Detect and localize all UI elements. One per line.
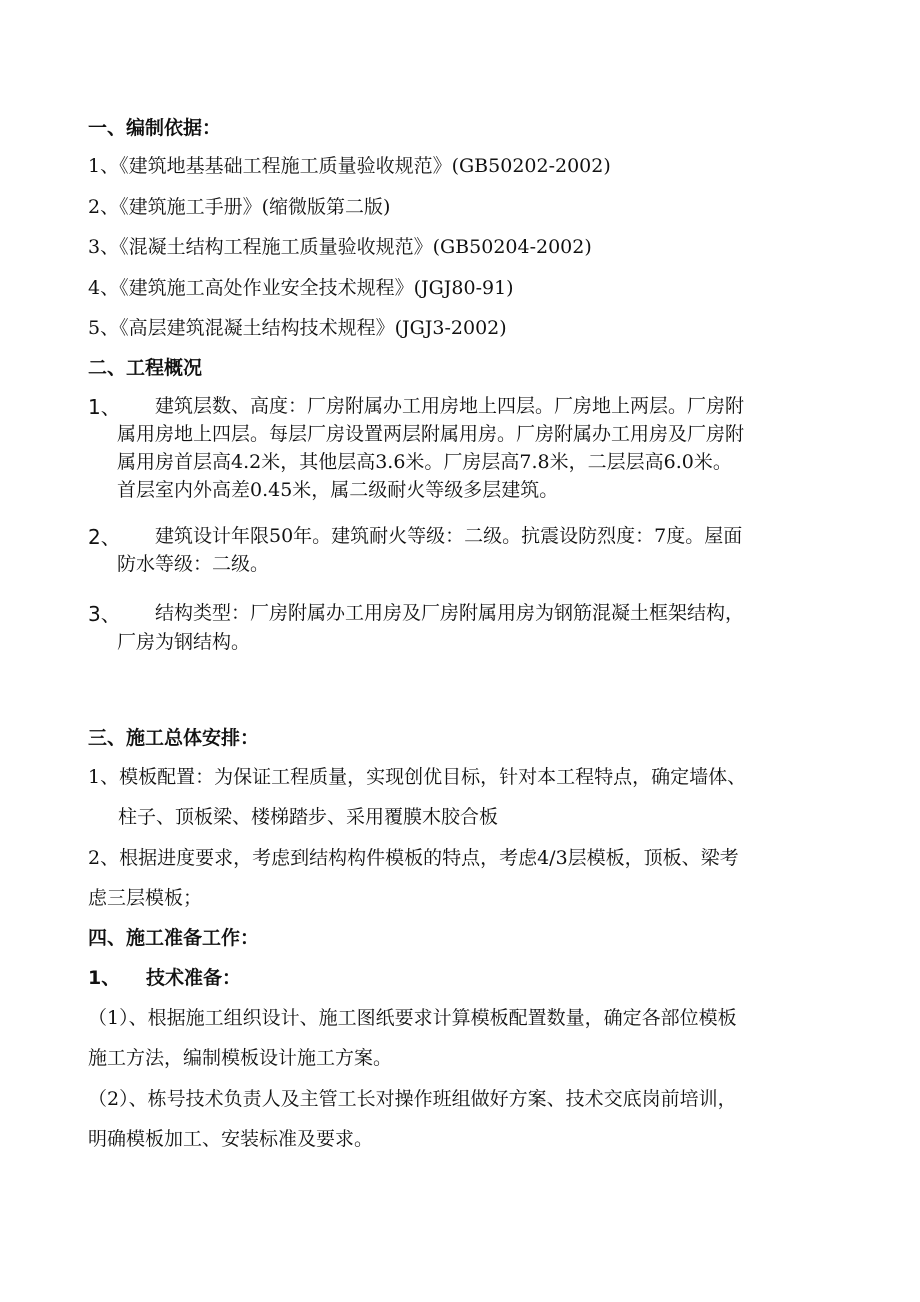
- subheading: 技术准备：: [146, 967, 242, 989]
- reference-item: 3、《混凝土结构工程施工质量验收规范》(GB50204-2002): [88, 236, 592, 258]
- item-number: 2、: [88, 525, 121, 549]
- arrangement-line: 虑三层模板；: [88, 887, 203, 909]
- reference-item: 2、《建筑施工手册》(缩微版第二版): [88, 196, 391, 218]
- overview-line: 厂房为钢结构。: [117, 631, 251, 653]
- arrangement-line: 柱子、顶板梁、楼梯踏步、采用覆膜木胶合板: [118, 806, 499, 828]
- section-heading: 二、工程概况: [88, 357, 203, 379]
- preparation-line: 施工方法，编制模板设计施工方案。: [88, 1047, 393, 1069]
- subheading-number: 1、: [88, 967, 121, 989]
- arrangement-line: 2、根据进度要求，考虑到结构构件模板的特点，考虑4/3层模板，顶板、梁考: [88, 847, 739, 869]
- reference-item: 1、《建筑地基基础工程施工质量验收规范》(GB50202-2002): [88, 155, 611, 177]
- overview-line: 建筑设计年限50年。建筑耐火等级：二级。抗震设防烈度：7度。屋面: [155, 525, 743, 547]
- section-heading: 三、施工总体安排：: [88, 727, 260, 749]
- overview-line: 首层室内外高差0.45米，属二级耐火等级多层建筑。: [117, 479, 559, 501]
- section-heading: 一、编制依据：: [88, 117, 222, 139]
- preparation-line: （2）、栋号技术负责人及主管工长对操作班组做好方案、技术交底岗前培训，: [88, 1088, 737, 1110]
- reference-item: 4、《建筑施工高处作业安全技术规程》(JGJ80-91): [88, 277, 514, 299]
- preparation-line: （1）、根据施工组织设计、施工图纸要求计算模板配置数量，确定各部位模板: [88, 1007, 737, 1029]
- item-number: 3、: [88, 602, 121, 626]
- reference-item: 5、《高层建筑混凝土结构技术规程》(JGJ3-2002): [88, 317, 507, 339]
- overview-line: 建筑层数、高度：厂房附属办工用房地上四层。厂房地上两层。厂房附: [155, 395, 745, 417]
- overview-line: 结构类型：厂房附属办工用房及厂房附属用房为钢筋混凝土框架结构，: [155, 602, 745, 624]
- item-number: 1、: [88, 395, 121, 419]
- arrangement-line: 1、模板配置：为保证工程质量，实现创优目标，针对本工程特点，确定墙体、: [88, 766, 747, 788]
- preparation-line: 明确模板加工、安装标准及要求。: [88, 1128, 374, 1150]
- section-heading: 四、施工准备工作：: [88, 927, 260, 949]
- overview-line: 属用房地上四层。每层厂房设置两层附属用房。厂房附属办工用房及厂房附: [117, 423, 745, 445]
- overview-line: 属用房首层高4.2米，其他层高3.6米。厂房层高7.8米，二层层高6.0米。: [117, 451, 732, 473]
- overview-line: 防水等级：二级。: [117, 553, 270, 575]
